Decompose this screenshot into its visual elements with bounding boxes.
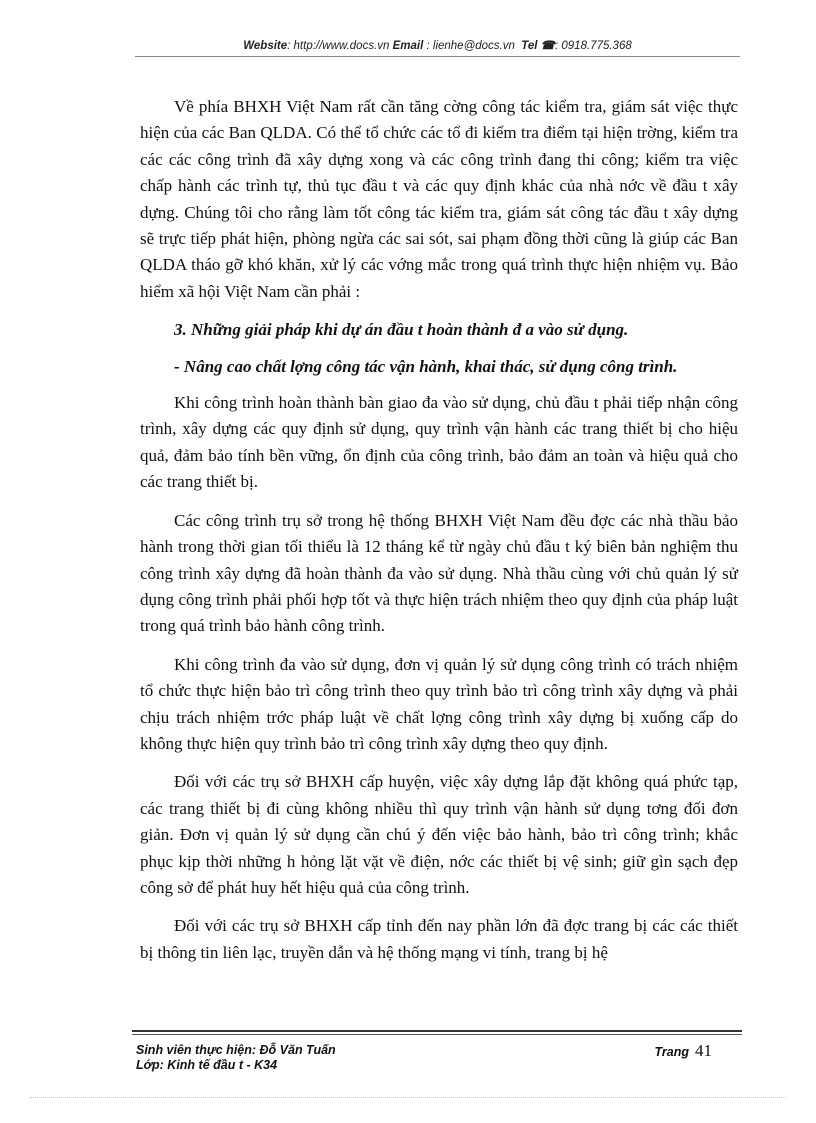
class-name: Lớp: Kinh tế đầu t - K34 — [136, 1058, 278, 1072]
footer-divider-thin — [132, 1034, 742, 1035]
document-body — [140, 94, 738, 978]
body-paragraph: Khi công trình đa vào sử dụng, đơn vị quản lý sử dụng công trình có trách nhiệm tổ chức thực hiện bảo trì công trình theo quy trình bảo trì công trình xây dựng và phải chịu trách nhiệm trớc pháp luật về chất lợng công trình xây dựng bị xuống cấp do không thực hiện quy trình bảo trì công trình xây dựng theo quy định. — [140, 654, 738, 753]
student-name: Sinh viên thực hiện: Đỗ Văn Tuấn — [136, 1043, 336, 1057]
body-paragraph: Khi công trình hoàn thành bàn giao đa vào sử dụng, chủ đầu t phải tiếp nhận công trình, xây dựng các quy định sử dụng, quy trình vận hành các trang thiết bị cho hiệu quả, đảm bảo tính bền vững, ổn định của công trình, bảo đảm an toàn và hiệu quả cho các trang thiết bị. — [140, 393, 738, 492]
header-divider — [135, 56, 740, 57]
section-heading: 3. Những giải pháp khi dự án đầu t hoàn thành đ a vào sử dụng. — [174, 320, 629, 340]
website-label: Website — [243, 40, 288, 52]
email-value: : lienhe@docs.vn — [426, 40, 515, 52]
page-label: Trang — [654, 1045, 689, 1059]
page-header — [135, 38, 740, 52]
tel-label: Tel ☎ — [521, 40, 555, 52]
page-number: 41 — [695, 1041, 712, 1060]
intro-paragraph: Về phía BHXH Việt Nam rất cần tăng cờng công tác kiểm tra, giám sát việc thực hiện của các Ban QLDA. Có thể tổ chức các tổ đi kiểm tra điểm tại hiện trờng, kiểm tra các các công trình đã xây dựng xong và các công trình đang thi công; kiểm tra việc chấp hành các trình tự, thủ tục đầu t và các quy định khác của nhà nớc về đầu t xây dựng. Chúng tôi cho rằng làm tốt công tác kiểm tra, giám sát công tác đầu t xây dựng sẽ trực tiếp phát hiện, phòng ngừa các sai sót, sai phạm đồng thời cũng là giúp các Ban QLDA tháo gỡ khó khăn, xử lý các vớng mắc trong quá trình thực hiện nhiệm vụ. Bảo hiểm xã hội Việt Nam cần phải : — [140, 97, 738, 301]
page-bottom-dots — [30, 1097, 786, 1098]
subsection-heading: - Nâng cao chất lợng công tác vận hành, khai thác, sử dụng công trình. — [174, 356, 678, 376]
body-paragraph: Các công trình trụ sở trong hệ thống BHXH Việt Nam đều đợc các nhà thầu bảo hành trong thời gian tối thiểu là 12 tháng kể từ ngày chủ đầu t ký biên bản nghiệm thu công trình xây dựng đã hoàn thành đa vào sử dụng. Nhà thầu cùng với chủ quản lý sử dụng công trình phải phối hợp tốt và thực hiện trách nhiệm theo quy định của pháp luật trong quá trình bảo hành công trình. — [140, 510, 738, 636]
email-label: Email — [392, 40, 424, 52]
website-value: : http://www.docs.vn — [287, 40, 390, 52]
footer-divider — [132, 1030, 742, 1032]
body-paragraph: Đối với các trụ sở BHXH cấp tỉnh đến nay phần lớn đã đợc trang bị các các thiết bị thông tin liên lạc, truyền dẫn và hệ thống mạng vi tính, trang bị hệ — [140, 916, 738, 962]
page-indicator — [655, 1041, 713, 1061]
body-paragraph: Đối với các trụ sở BHXH cấp huyện, việc xây dựng lắp đặt không quá phức tạp, các trang thiết bị đi cùng không nhiều thì quy trình vận hành sử dụng tơng đối đơn giản. Đơn vị quản lý sử dụng cần chú ý đến việc bảo hành, bảo trì công trình; khắc phục kịp thời những h hỏng lặt vặt về điện, nớc các thiết bị vệ sinh; giữ gìn sạch đẹp công sở để phát huy hết hiệu quả của công trình. — [140, 772, 738, 897]
tel-value: : 0918.775.368 — [555, 40, 632, 52]
footer-author — [136, 1043, 336, 1073]
